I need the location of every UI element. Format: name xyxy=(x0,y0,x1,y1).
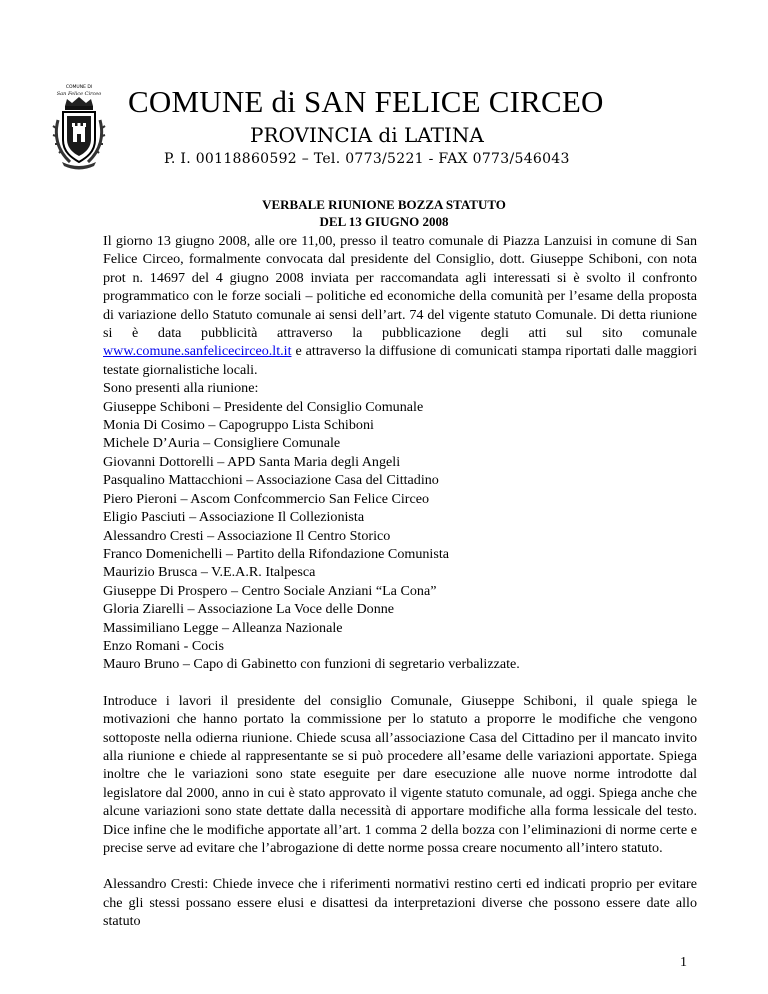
municipal-crest-logo xyxy=(48,80,110,172)
page-number: 1 xyxy=(680,955,687,970)
municipal-website-link[interactable]: www.comune.sanfelicecirceo.lt.it xyxy=(103,343,292,360)
attendee-item: Mauro Bruno – Capo di Gabinetto con funzioni di segretario verbalizzate. xyxy=(103,656,520,673)
attendee-item: Enzo Romani - Cocis xyxy=(103,637,224,654)
attendee-item: Giovanni Dottorelli – APD Santa Maria degli Angeli xyxy=(103,453,401,470)
intro-text-start: Il giorno 13 giugno 2008, alle ore 11,00, presso il teatro comunale di Piazza Lanzuisi in comune di San Felice Circeo, formalmente convocata dal presidente del Consiglio, dott. Giuseppe Schiboni, con nota prot n. 14697 del 4 giugno 2008 inviata per raccomandata agli interessati si è svolto il confronto programmatico con le forze sociali – politiche ed economiche della comunità per l’esame della proposta di variazione dello Statuto comunale ai sensi dell’art. 74 del vigente statuto Comunale. Di detta riunione si è data pubblicità attraverso la pubblicazione degli atti sul sito comunale xyxy=(103,233,697,342)
attendees-intro: Sono presenti alla riunione: xyxy=(103,380,259,397)
province-subtitle: PROVINCIA di LATINA xyxy=(250,123,484,147)
attendee-item: Michele D’Auria – Consigliere Comunale xyxy=(103,435,341,452)
attendee-item: Giuseppe Schiboni – Presidente del Consiglio Comunale xyxy=(103,398,424,415)
svg-text:COMUNE DI: COMUNE DI xyxy=(65,85,93,90)
attendee-item: Franco Domenichelli – Partito della Rifondazione Comunista xyxy=(103,545,450,562)
contact-line: P. I. 00118860592 – Tel. 0773/5221 - FAX 0773/546043 xyxy=(164,151,570,167)
document-heading xyxy=(0,196,768,230)
introduction-paragraph: Introduce i lavori il presidente del consiglio Comunale, Giuseppe Schiboni, il quale spiega le motivazioni che hanno portato la commissione per lo statuto a proporre le modifiche che vengono sottoposte nella odierna riunione. Chiede scusa all’associazione Casa del Cittadino per il mancato invito alla riunione e chiede al rappresentante se si può procedere all’esame delle variazioni apportate. Spiega inoltre che le variazioni sono state eseguite per dare esecuzione alle nuove norme introdotte dal legislatore dal 2000, anno in cui è stato approvato il vigente statuto comunale, ad oggi. Spiega anche che alcune variazioni sono state dettate dalla necessità di apportare modifiche alla forma lessicale del testo. Dice infine che le modifiche apportate all’art. 1 comma 2 della bozza con l’eliminazioni di norme certe e precise serve ad evitare che l’abrogazione di dette norme possa creare nocumento all’intero statuto. xyxy=(103,692,697,856)
municipality-title: COMUNE di SAN FELICE CIRCEO xyxy=(128,84,604,119)
attendee-item: Eligio Pasciuti – Associazione Il Collezionista xyxy=(103,509,365,526)
attendee-item: Maurizio Brusca – V.E.A.R. Italpesca xyxy=(103,564,316,581)
attendee-item: Alessandro Cresti – Associazione Il Centro Storico xyxy=(103,527,391,544)
heading-line-1: VERBALE RIUNIONE BOZZA STATUTO xyxy=(262,197,506,212)
attendee-item: Piero Pieroni – Ascom Confcommercio San Felice Circeo xyxy=(103,490,430,507)
intro-text-end: e attraverso la diffusione di comunicati stampa riportati dalle maggiori testate giornalistiche locali. xyxy=(103,343,697,378)
heading-line-2: DEL 13 GIUGNO 2008 xyxy=(319,214,449,229)
attendee-item: Gloria Ziarelli – Associazione La Voce delle Donne xyxy=(103,601,395,618)
attendee-item: Monia Di Cosimo – Capogruppo Lista Schiboni xyxy=(103,417,374,434)
svg-text:San Felice Circeo: San Felice Circeo xyxy=(56,91,102,97)
attendee-item: Giuseppe Di Prospero – Centro Sociale Anziani “La Cona” xyxy=(103,582,437,599)
cresti-paragraph: Alessandro Cresti: Chiede invece che i riferimenti normativi restino certi ed indicati proprio per evitare che gli stessi possano essere elusi e disattesi da interpretazioni diverse che possono essere date allo statuto xyxy=(103,876,697,930)
document-body xyxy=(103,232,697,931)
attendees-list xyxy=(103,379,697,674)
attendee-item: Pasqualino Mattacchioni – Associazione Casa del Cittadino xyxy=(103,472,439,489)
attendee-item: Massimiliano Legge – Alleanza Nazionale xyxy=(103,619,343,636)
intro-paragraph xyxy=(103,232,697,379)
